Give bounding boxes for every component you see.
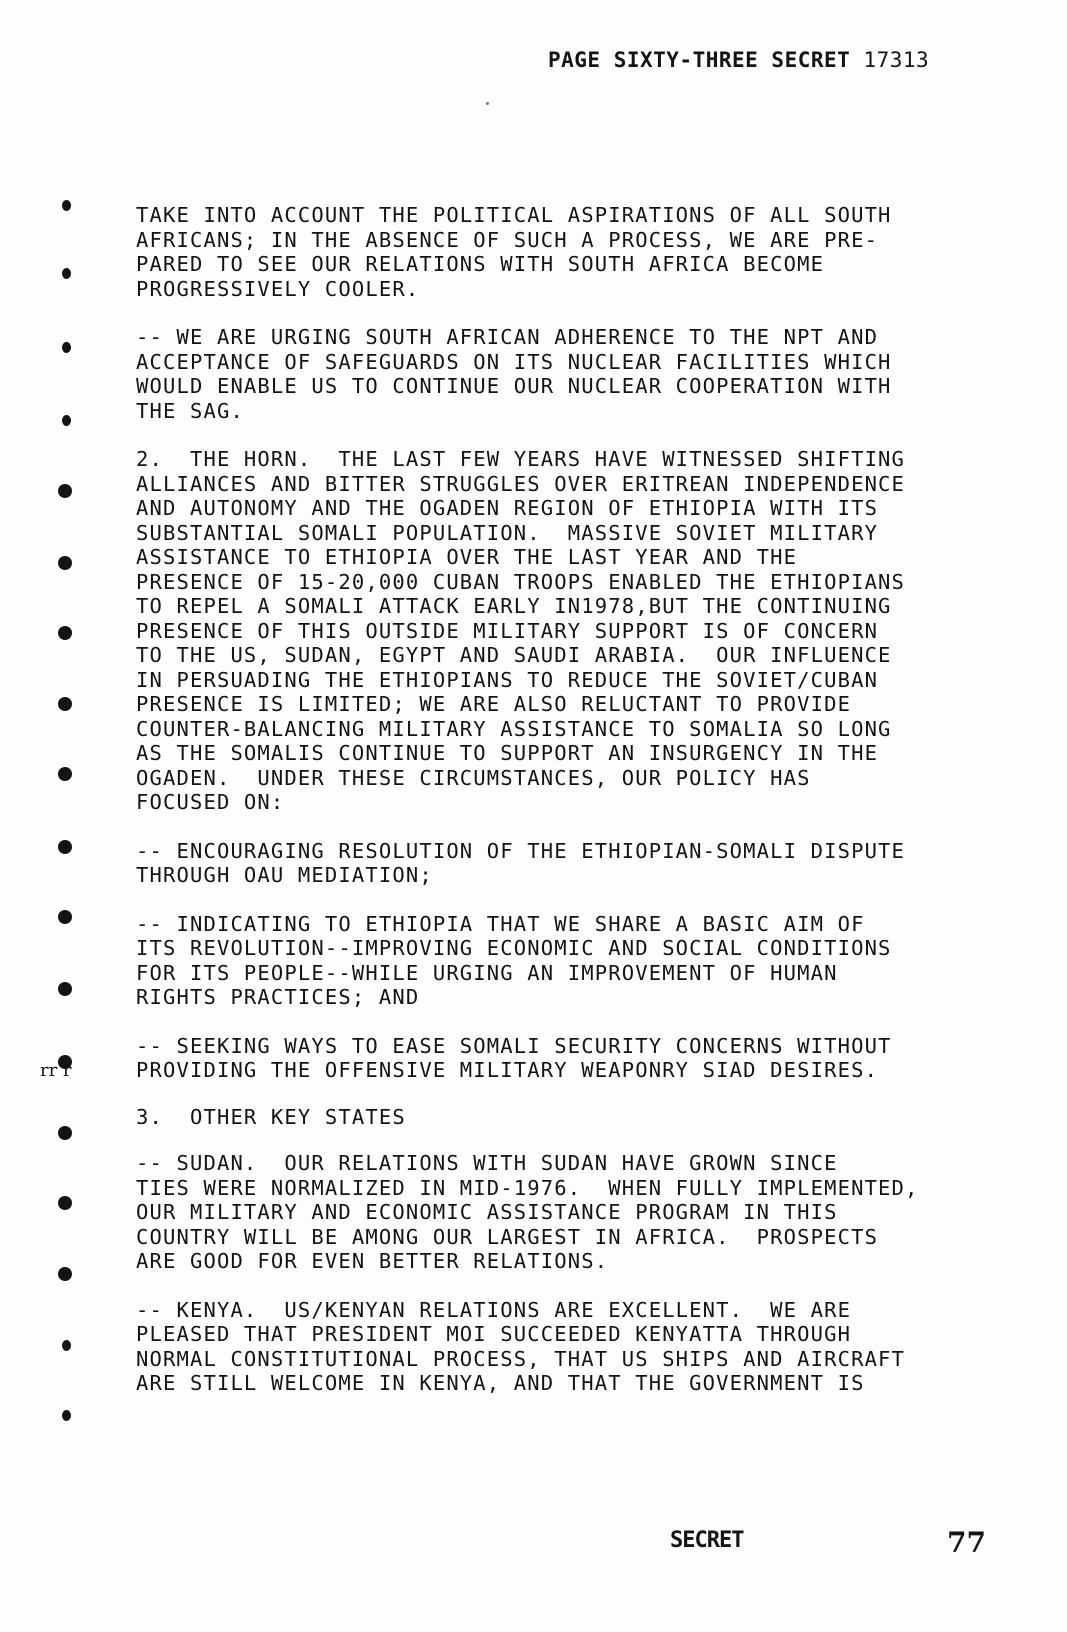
punch-hole-mark <box>58 767 72 781</box>
stray-mark <box>486 102 489 105</box>
footer-classification: SECRET <box>670 1528 744 1553</box>
punch-hole-mark <box>62 342 71 353</box>
punch-hole-mark <box>62 200 71 211</box>
paragraph-oau-mediation: -- ENCOURAGING RESOLUTION OF THE ETHIOPIAN-SOMALI DISPUTE THROUGH OAU MEDIATION; <box>136 838 906 887</box>
punch-hole-mark <box>58 484 72 498</box>
punch-hole-mark <box>62 1340 71 1351</box>
punch-hole-mark <box>62 415 71 426</box>
paragraph-somali-security: -- SEEKING WAYS TO EASE SOMALI SECURITY CONCERNS WITHOUT PROVIDING THE OFFENSIVE MILITARY WEAPONRY SIAD DESIRES. <box>136 1033 892 1082</box>
punch-hole-mark <box>62 268 71 279</box>
punch-hole-mark <box>58 626 72 640</box>
document-body <box>136 203 1016 1396</box>
paragraph-kenya: -- KENYA. US/KENYAN RELATIONS ARE EXCELLENT. WE ARE PLEASED THAT PRESIDENT MOI SUCCEEDED KENYATTA THROUGH NORMAL CONSTITUTIONAL PROCESS, THAT US SHIPS AND AIRCRAFT ARE STILL WELCOME IN KENYA, AND THAT THE GOVERNMENT IS <box>136 1297 906 1395</box>
punch-hole-mark <box>58 697 72 711</box>
punch-hole-mark <box>62 1410 71 1421</box>
page-header <box>548 48 929 72</box>
punch-hole-mark <box>58 1126 72 1140</box>
punch-hole-mark <box>58 982 72 996</box>
paragraph-sudan: -- SUDAN. OUR RELATIONS WITH SUDAN HAVE GROWN SINCE TIES WERE NORMALIZED IN MID-1976. WHEN FULLY IMPLEMENTED, OUR MILITARY AND ECONOMIC ASSISTANCE PROGRAM IN THIS COUNTRY WILL BE AMONG OUR LARGEST IN AFRICA. PROSPECTS ARE GOOD FOR EVEN BETTER RELATIONS. <box>136 1151 919 1273</box>
margin-note: rr r <box>40 1060 72 1081</box>
paragraph-south-africa-cont: TAKE INTO ACCOUNT THE POLITICAL ASPIRATIONS OF ALL SOUTH AFRICANS; IN THE ABSENCE OF SUCH A PROCESS, WE ARE PRE- PARED TO SEE OUR RELATIONS WITH SOUTH AFRICA BECOME PROGRESSIVELY COOLER. <box>136 203 892 301</box>
footer-page-number: 77 <box>947 1526 986 1559</box>
header-text: PAGE SIXTY-THREE SECRET <box>548 48 851 72</box>
paragraph-ethiopia-aim: -- INDICATING TO ETHIOPIA THAT WE SHARE A BASIC AIM OF ITS REVOLUTION--IMPROVING ECONOMIC AND SOCIAL CONDITIONS FOR ITS PEOPLE--WHILE URGING AN IMPROVEMENT OF HUMAN RIGHTS PRACTICES; AND <box>136 911 892 1009</box>
punch-hole-mark <box>58 1196 72 1210</box>
punch-hole-mark <box>58 910 72 924</box>
punch-hole-mark <box>58 840 72 854</box>
section-heading-other-states: 3. OTHER KEY STATES <box>136 1104 406 1129</box>
paragraph-npt: -- WE ARE URGING SOUTH AFRICAN ADHERENCE TO THE NPT AND ACCEPTANCE OF SAFEGUARDS ON ITS NUCLEAR FACILITIES WHICH WOULD ENABLE US TO CONTINUE OUR NUCLEAR COOPERATION WITH THE SAG. <box>136 325 892 423</box>
header-number: 17313 <box>863 48 930 72</box>
punch-hole-mark <box>58 556 72 570</box>
punch-hole-mark <box>58 1267 72 1281</box>
paragraph-the-horn: 2. THE HORN. THE LAST FEW YEARS HAVE WITNESSED SHIFTING ALLIANCES AND BITTER STRUGGLES OVER ERITREAN INDEPENDENCE AND AUTONOMY AND THE OGADEN REGION OF ETHIOPIA WITH ITS SUBSTANTIAL SOMALI POPULATION. MASSIVE SOVIET MILITARY ASSISTANCE TO ETHIOPIA OVER THE LAST YEAR AND THE PRESENCE OF 15-20,000 CUBAN TROOPS ENABLED THE ETHIOPIANS TO REPEL A SOMALI ATTACK EARLY IN1978,BUT THE CONTINUING PRESENCE OF THIS OUTSIDE MILITARY SUPPORT IS OF CONCERN TO THE US, SUDAN, EGYPT AND SAUDI ARABIA. OUR INFLUENCE IN PERSUADING THE ETHIOPIANS TO REDUCE THE SOVIET/CUBAN PRESENCE IS LIMITED; WE ARE ALSO RELUCTANT TO PROVIDE COUNTER-BALANCING MILITARY ASSISTANCE TO SOMALIA SO LONG AS THE SOMALIS CONTINUE TO SUPPORT AN INSURGENCY IN THE OGADEN. UNDER THESE CIRCUMSTANCES, OUR POLICY HAS FOCUSED ON: <box>136 447 906 814</box>
